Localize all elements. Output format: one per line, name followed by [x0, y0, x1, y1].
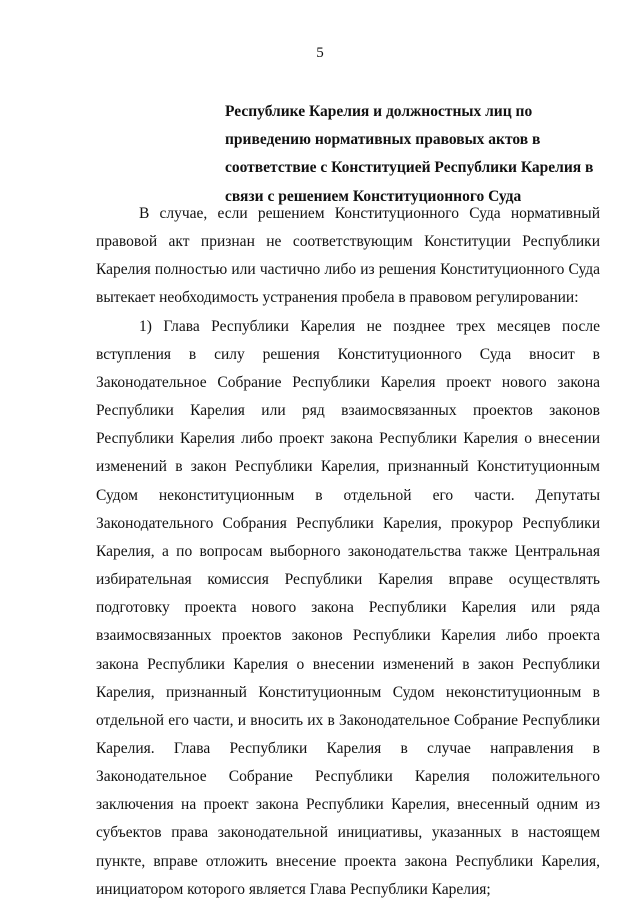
heading-line: соответствие с Конституцией Республики Карелия в — [225, 159, 594, 177]
body-text — [96, 200, 600, 904]
page-number: 5 — [316, 45, 324, 61]
section-heading — [225, 98, 605, 211]
heading-line: приведению нормативных правовых актов в — [225, 131, 541, 149]
heading-line: связи с решением Конституционного Суда — [225, 187, 522, 205]
heading-line: Республике Карелия и должностных лиц по — [225, 103, 533, 120]
paragraph-item-1: 1) Глава Республики Карелия не позднее трех месяцев после вступления в силу решения Конституционного Суда вносит в Законодательное Собрание Республики Карелия проект нового закона Республики Карелия или ряд взаимосвязанных проектов законов Республики Карелия либо проект закона Республики Карелия о внесении изменений в закон Республики Карелия, признанный Конституционным Судом неконституционным в отдельной его части. Депутаты Законодательного Собрания Республики Карелия, прокурор Республики Карелия, а по вопросам выборного законодательства также Центральная избирательная комиссия Республики Карелия вправе осуществлять подготовку проекта нового закона Республики Карелия или ряда взаимосвязанных проектов законов Республики Карелия либо проекта закона Республики Карелия о внесении изменений в закон Республики Карелия, признанный Конституционным Судом неконституционным в отдельной его части, и вносить их в Законодательное Собрание Республики Карелия. Глава Республики Карелия в случае направления в Законодательное Собрание Республики Карелия положительного заключения на проект закона Республики Карелия, внесенный одним из субъектов права законодательной инициативы, указанных в настоящем пункте, вправе отложить внесение проекта закона Республики Карелия, инициатором которого является Глава Республики Карелия; — [96, 317, 600, 898]
paragraph-intro: В случае, если решением Конституционного Суда нормативный правовой акт признан не соответствующим Конституции Республики Карелия полностью или частично либо из решения Конституционного Суда вытекает необходимость устранения пробела в правовом регулировании: — [96, 205, 600, 307]
